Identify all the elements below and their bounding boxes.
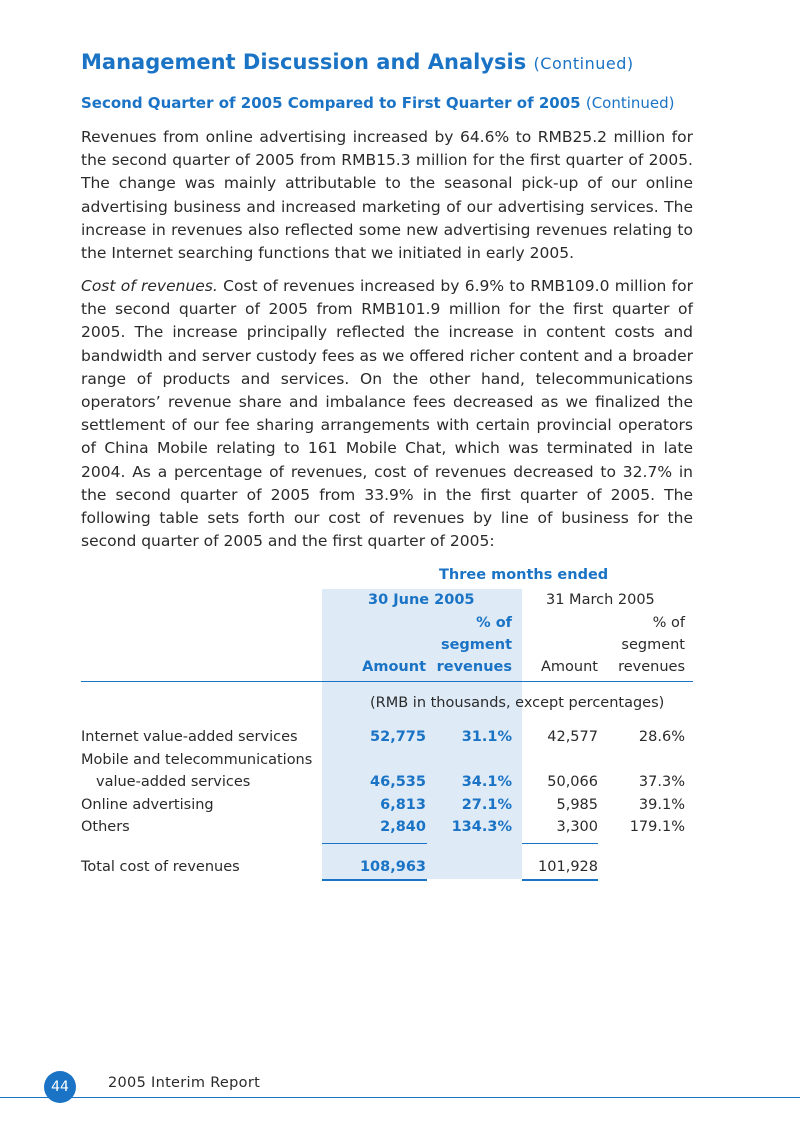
table-row-label-continued: value-added services [96, 774, 251, 790]
table-header-rule [81, 681, 693, 682]
table-q1-amount-header: Amount [541, 659, 598, 675]
table-q2-pct-header-3: revenues [436, 659, 512, 675]
table-cell-q2-amount: 52,775 [370, 729, 426, 745]
heading-title: Management Discussion and Analysis [81, 50, 527, 74]
table-cell-q1-amount: 50,066 [547, 774, 598, 790]
table-row-label: Mobile and telecommunications [81, 752, 313, 768]
page-heading [81, 50, 634, 74]
section-heading [81, 94, 675, 112]
table-cell-q1-amount: 42,577 [547, 729, 598, 745]
subtotal-rule-q2 [322, 843, 427, 844]
table-q2-pct-header-2: segment [440, 637, 512, 653]
table-row-label: Internet value-added services [81, 729, 298, 745]
table-col-group-q1: 31 March 2005 [546, 592, 655, 608]
table-cell-q1-pct: 39.1% [638, 797, 685, 813]
table-units-note: (RMB in thousands, except percentages) [370, 695, 665, 711]
table-period-header: Three months ended [439, 567, 609, 583]
table-row-label: Online advertising [81, 797, 214, 813]
table-cell-q1-amount: 5,985 [556, 797, 598, 813]
paragraph-cost-of-revenues [81, 275, 693, 553]
table-q1-pct-header-1: % of [652, 615, 685, 631]
section-continued: (Continued) [585, 94, 675, 112]
section-title: Second Quarter of 2005 Compared to First Quarter of 2005 [81, 94, 581, 112]
table-cell-q1-amount: 3,300 [556, 819, 598, 835]
page-number-badge: 44 [44, 1071, 76, 1103]
table-cell-q2-pct: 31.1% [461, 729, 512, 745]
total-rule-q2 [322, 879, 427, 881]
table-total-label: Total cost of revenues [81, 859, 240, 875]
paragraph-body: Cost of revenues increased by 6.9% to RMB109.0 million for the second quarter of 2005 from RMB101.9 million for the first quarter of 2005. The increase principally reflected the increase in content costs and bandwidth and server custody fees as we offered richer content and a broader range of products and services. On the other hand, telecommunications operators’ revenue share and imbalance fees decreased as we finalized the settlement of our fee sharing arrangements with certain provincial operators of China Mobile relating to 161 Mobile Chat, which was terminated in late 2004. As a percentage of revenues, cost of revenues decreased to 32.7% in the second quarter of 2005 from 33.9% in the first quarter of 2005. The following table sets forth our cost of revenues by line of business for the second quarter of 2005 and the first quarter of 2005: [81, 277, 693, 551]
paragraph-online-advertising: Revenues from online advertising increased by 64.6% to RMB25.2 million for the second quarter of 2005 from RMB15.3 million for the first quarter of 2005. The change was mainly attributable to the seasonal pick-up of our online advertising business and increased marketing of our advertising services. The increase in revenues also reflected some new advertising revenues relating to the Internet searching functions that we initiated in early 2005. [81, 128, 693, 263]
table-cell-q2-amount: 46,535 [370, 774, 426, 790]
report-title: 2005 Interim Report [108, 1075, 261, 1091]
table-cell-q2-pct: 34.1% [461, 774, 512, 790]
table-cell-q2-pct: 134.3% [451, 819, 512, 835]
table-cell-q1-pct: 37.3% [638, 774, 685, 790]
table-cell-q1-pct: 28.6% [638, 729, 685, 745]
table-q1-pct-header-3: revenues [618, 659, 685, 675]
subtotal-rule-q1 [522, 843, 598, 844]
table-cell-q2-amount: 6,813 [380, 797, 426, 813]
table-col-group-q2: 30 June 2005 [368, 592, 475, 608]
table-cell-q2-amount: 2,840 [380, 819, 426, 835]
table-total-q1-amount: 101,928 [538, 859, 598, 875]
heading-continued: (Continued) [533, 54, 634, 73]
table-row-label: Others [81, 819, 130, 835]
footer-rule [0, 1097, 800, 1098]
table-cell-q1-pct: 179.1% [629, 819, 685, 835]
table-cell-q2-pct: 27.1% [461, 797, 512, 813]
total-rule-q1 [522, 879, 598, 881]
table-q2-pct-header-1: % of [476, 615, 512, 631]
table-q1-pct-header-2: segment [621, 637, 685, 653]
table-total-q2-amount: 108,963 [359, 859, 426, 875]
table-q2-amount-header: Amount [362, 659, 426, 675]
paragraph-lead: Cost of revenues. [81, 277, 218, 295]
